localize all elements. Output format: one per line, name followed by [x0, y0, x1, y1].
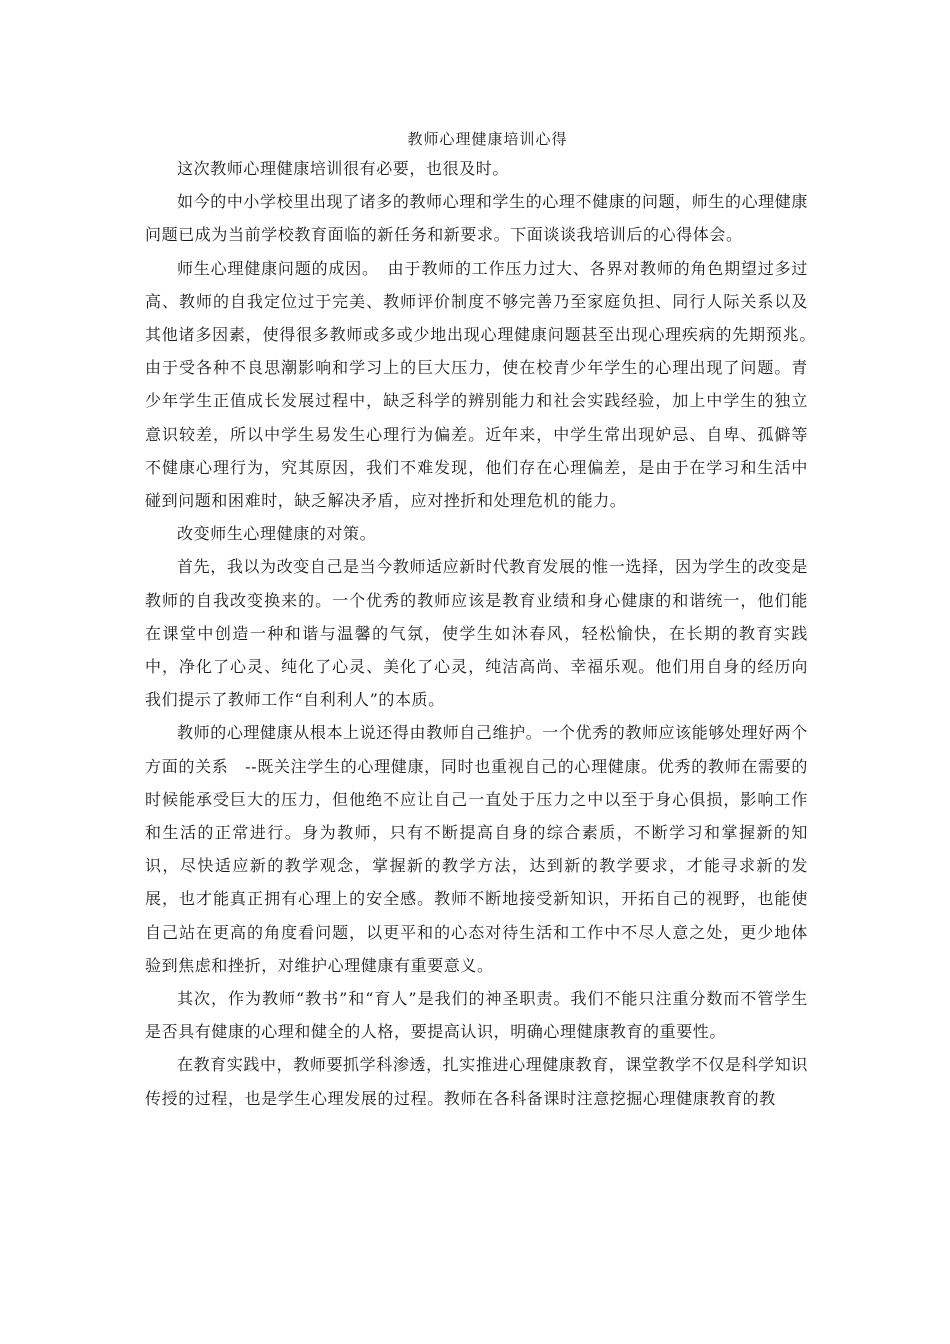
paragraph-8: 在教育实践中，教师要抓学科渗透，扎实推进心理健康教育，课堂教学不仅是科学知识传授的过程，也是学生心理发展的过程。教师在各科备课时注意挖掘心理健康教育的教 [145, 1055, 808, 1108]
document-title: 教师心理健康培训心得 [407, 130, 568, 148]
paragraph-6: 教师的心理健康从根本上说还得由教师自己维护。一个优秀的教师应该能够处理好两个方面的关系 --既关注学生的心理健康，同时也重视自己的心理健康。优秀的教师在需要的时候能承受巨大的压力，但他绝不应让自己一直处于压力之中以至于身心俱损，影响工作和生活的正常进行。身为教师，只有不断提高自身的综合素质，不断学习和掌握新的知识，尽快适应新的教学观念，掌握新的教学方法，达到新的教学要求，才能寻求新的发展，也才能真正拥有心理上的安全感。教师不断地接受新知识，开拓自己的视野，也能使自己站在更高的角度看问题，以更平和的心态对待生活和工作中不尽人意之处，更少地体验到焦虑和挫折，对维护心理健康有重要意义。 [145, 723, 808, 975]
paragraph-2: 如今的中小学校里出现了诸多的教师心理和学生的心理不健康的问题，师生的心理健康问题已成为当前学校教育面临的新任务和新要求。下面谈谈我培训后的心得体会。 [145, 192, 808, 245]
paragraph-3: 师生心理健康问题的成因。 由于教师的工作压力过大、各界对教师的角色期望过多过高、教师的自我定位过于完美、教师评价制度不够完善乃至家庭负担、同行人际关系以及其他诸多因素，使得很多教师或多或少地出现心理健康问题甚至出现心理疾病的先期预兆。 由于受各种不良思潮影响和学习上的巨大压力，使在校青少年学生的心理出现了问题。青少年学生正值成长发展过程中，缺乏科学的辨别能力和社会实践经验，加上中学生的独立意识较差，所以中学生易发生心理行为偏差。近年来，中学生常出现妒忌、自卑、孤僻等不健康心理行为，究其原因，我们不难发现，他们存在心理偏差，是由于在学习和生活中碰到问题和困难时，缺乏解决矛盾，应对挫折和处理危机的能力。 [145, 258, 825, 511]
paragraph-1: 这次教师心理健康培训很有必要，也很及时。 [177, 159, 510, 178]
paragraph-4: 改变师生心理健康的对策。 [177, 524, 377, 544]
paragraph-7: 其次，作为教师“教书”和“育人”是我们的神圣职责。我们不能只注重分数而不管学生是否具有健康的心理和健全的人格，要提高认识，明确心理健康教育的重要性。 [145, 989, 808, 1042]
paragraph-5: 首先，我以为改变自己是当今教师适应新时代教育发展的惟一选择，因为学生的改变是教师的自我改变换来的。一个优秀的教师应该是教育业绩和身心健康的和谐统一，他们能在课堂中创造一种和谐与温馨的气氛，使学生如沐春风，轻松愉快，在长期的教育实践中，净化了心灵、纯化了心灵、美化了心灵，纯洁高尚、幸福乐观。他们用自身的经历向我们提示了教师工作“自利利人”的本质。 [145, 557, 808, 710]
